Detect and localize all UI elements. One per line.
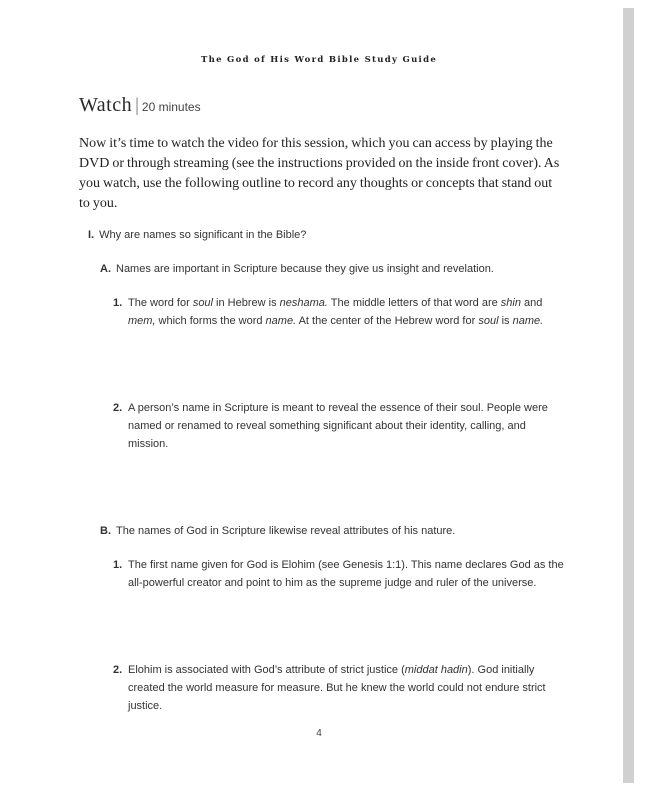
- outline-item-A: A. Names are important in Scripture because they give us insight and revelation.: [100, 263, 494, 275]
- duration: 20 minutes: [141, 100, 201, 114]
- outline-item-B2: 2. Elohim is associated with God’s attribute of strict justice (middat hadin). God initially created the world measure for measure. But he knew the world could not endure strict justice.: [113, 664, 546, 712]
- page-number: 4: [316, 728, 322, 739]
- separator: |: [135, 95, 139, 116]
- outline-item-B1: 1. The first name given for God is Elohim (see Genesis 1:1). This name declares God as the all-powerful creator and point to him as the supreme judge and ruler of the universe.: [113, 559, 564, 589]
- page-content: [79, 92, 564, 715]
- outline-item-A2: 2. A person’s name in Scripture is meant to reveal the essence of their soul. People were named or renamed to reveal something significant about their identity, calling, and mission.: [113, 402, 548, 450]
- section-title: [79, 92, 564, 120]
- outline-item-B: B. The names of God in Scripture likewise reveal attributes of his nature.: [100, 525, 456, 537]
- section-heading: Watch: [79, 94, 133, 116]
- vertical-scrollbar[interactable]: [623, 8, 634, 783]
- outline-item-I: I. Why are names so significant in the Bible?: [88, 229, 307, 241]
- outline-item-A1: 1. The word for soul in Hebrew is neshama. The middle letters of that word are shin and mem, which forms the word name. At the center of the Hebrew word for soul is name.: [113, 297, 544, 327]
- running-header: The God of His Word Bible Study Guide: [200, 55, 438, 65]
- intro-paragraph: Now it’s time to watch the video for this session, which you can access by playing the DVD or through streaming (see the instructions provided on the inside front cover). As you watch, use the following outline to record any thoughts or concepts that stand out to you.: [79, 136, 560, 211]
